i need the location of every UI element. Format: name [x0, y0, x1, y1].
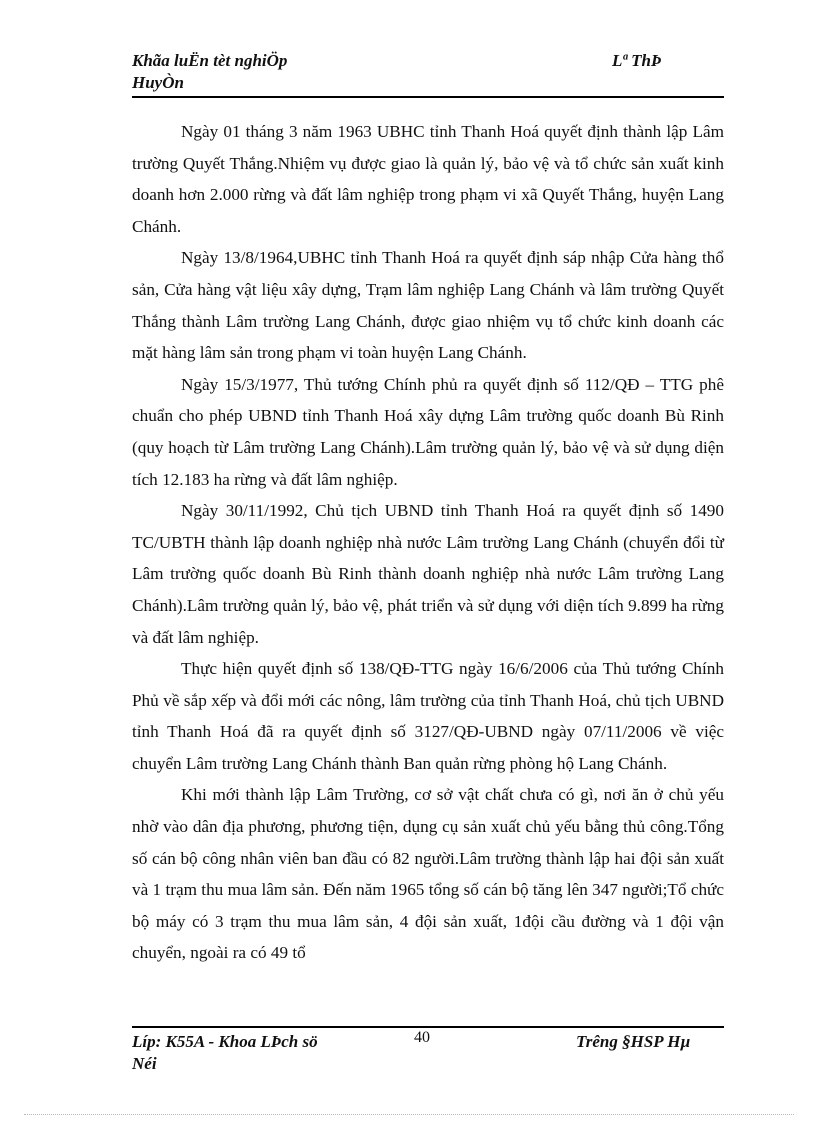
paragraph: Khi mới thành lập Lâm Trường, cơ sở vật chất chưa có gì, nơi ăn ở chủ yếu nhờ vào dân địa phương, phương tiện, dụng cụ sản xuất chủ yếu bằng thủ công.Tổng số cán bộ công nhân viên ban đầu có 82 người.Lâm trường thành lập hai đội sản xuất và 1 trạm thu mua lâm sản. Đến năm 1965 tổng số cán bộ tăng lên 347 người;Tổ chức bộ máy có 3 trạm thu mua lâm sản, 4 đội sản xuất, 1đội cầu đường và 1 đội vận chuyển, ngoài ra có 49 tổ	[132, 785, 724, 963]
paragraph: Ngày 13/8/1964,UBHC tỉnh Thanh Hoá ra quyết định sáp nhập Cửa hàng thổ sản, Cửa hàng vật liệu xây dựng, Trạm lâm nghiệp Lang Chánh và lâm trường Quyết Thắng thành Lâm trường Lang Chánh, được giao nhiệm vụ tổ chức kinh doanh các mặt hàng lâm sản trong phạm vi toàn huyện Lang Chánh.	[132, 248, 724, 363]
paragraph: Ngày 15/3/1977, Thủ tướng Chính phủ ra quyết định số 112/QĐ – TTG phê chuẩn cho phép UBND tỉnh Thanh Hoá xây dựng Lâm trường quốc doanh Bù Rinh (quy hoạch từ Lâm trường Lang Chánh).Lâm trường quản lý, bảo vệ và sử dụng diện tích 12.183 ha rừng và đất lâm nghiệp.	[132, 374, 724, 489]
paragraph: Thực hiện quyết định số 138/QĐ-TTG ngày 16/6/2006 của Thủ tướng Chính Phủ về sắp xếp và đổi mới các nông, lâm trường của tỉnh Thanh Hoá, chủ tịch UBND tỉnh Thanh Hoá đã ra quyết định số 3127/QĐ-UBND ngày 07/11/2006 về việc chuyển Lâm trường Lang Chánh thành Ban quản rừng phòng hộ Lang Chánh.	[132, 659, 724, 773]
footer-university-label: Trêng §HSP Hµ	[576, 1032, 691, 1051]
footer-left-line1: Líp: K55A - Khoa LÞch sö	[132, 1032, 318, 1051]
body-text	[132, 116, 724, 969]
header-left-line1: Khãa luËn tèt nghiÖp	[132, 51, 288, 70]
header-author-name: Lª ThÞ	[612, 51, 662, 70]
footer-class-label	[132, 1031, 392, 1075]
header-divider	[132, 96, 724, 98]
footer-left-line2: Néi	[132, 1054, 157, 1073]
page-header	[132, 50, 724, 98]
header-left-line2: HuyÒn	[132, 73, 184, 92]
page-bottom-dotted-line	[24, 1114, 794, 1115]
paragraph: Ngày 30/11/1992, Chủ tịch UBND tỉnh Thanh Hoá ra quyết định số 1490 TC/UBTH thành lập doanh nghiệp nhà nước Lâm trường Lang Chánh (chuyển đổi từ Lâm trường quốc doanh Bù Rinh thành doanh nghiệp nhà nước Lâm trường Lang Chánh).Lâm trường quản lý, bảo vệ, phát triển và sử dụng với diện tích 9.899 ha rừng và đất lâm nghiệp.	[132, 501, 724, 647]
paragraph: Ngày 01 tháng 3 năm 1963 UBHC tỉnh Thanh Hoá quyết định thành lập Lâm trường Quyết Thắng.Nhiệm vụ được giao là quản lý, bảo vệ và tổ chức sản xuất kinh doanh hơn 2.000 rừng và đất lâm nghiệp trong phạm vi xã Quyết Thắng, huyện Lang Chánh.	[132, 122, 724, 236]
header-thesis-label	[132, 50, 432, 94]
page-number: 40	[414, 1029, 430, 1046]
